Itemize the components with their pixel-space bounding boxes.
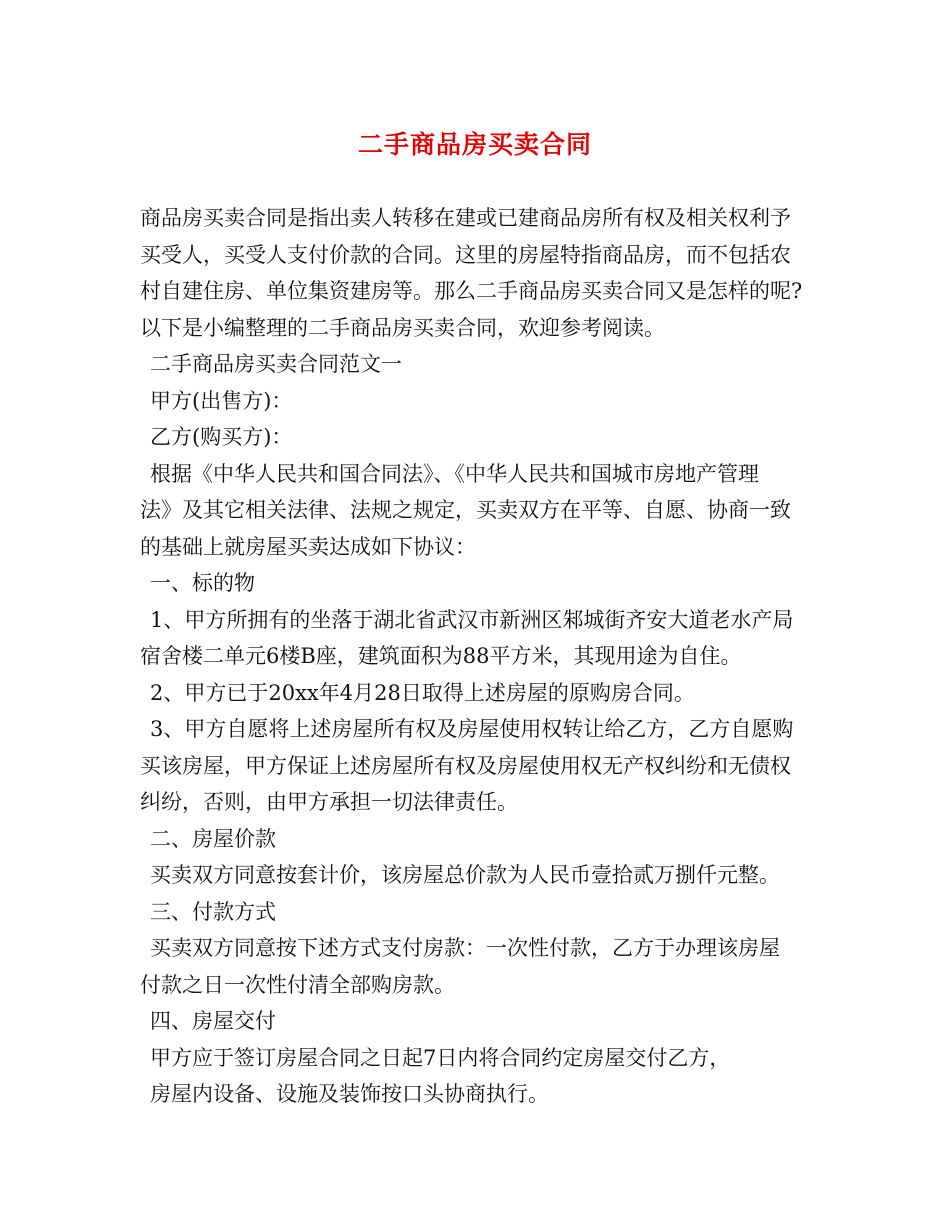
section-heading-payment: 三、付款方式 — [150, 899, 276, 924]
body-line-4: 以下是小编整理的二手商品房买卖合同，欢迎参考阅读。 — [140, 315, 665, 340]
clause-2-line-1: 2、甲方已于20xx年4月28日取得上述房屋的原购房合同。 — [150, 680, 695, 705]
document-title: 二手商品房买卖合同 — [357, 130, 592, 159]
body-line-3: 村自建住房、单位集资建房等。那么二手商品房买卖合同又是怎样的呢? — [140, 279, 803, 303]
clause-3-line-2: 买该房屋，甲方保证上述房屋所有权及房屋使用权无产权纠纷和无债权 — [140, 753, 791, 778]
section-heading-sample-one: 二手商品房买卖合同范文一 — [150, 352, 402, 376]
section-heading-price: 二、房屋价款 — [150, 826, 276, 851]
preamble-line-2: 法》及其它相关法律、法规之规定，买卖双方在平等、自愿、协商一致 — [140, 498, 791, 522]
payment-line-1: 买卖双方同意按下述方式支付房款：一次性付款，乙方于办理该房屋 — [150, 936, 780, 960]
clause-1-line-1: 1、甲方所拥有的坐落于湖北省武汉市新洲区邾城街齐安大道老水产局 — [150, 607, 794, 632]
section-heading-delivery: 四、房屋交付 — [150, 1009, 276, 1033]
body-line-2: 买受人，买受人支付价款的合同。这里的房屋特指商品房，而不包括农 — [140, 242, 791, 267]
preamble-line-1: 根据《中华人民共和国合同法》、《中华人民共和国城市房地产管理 — [150, 461, 759, 486]
clause-3-line-1: 3、甲方自愿将上述房屋所有权及房屋使用权转让给乙方，乙方自愿购 — [150, 717, 794, 741]
party-a-line: 甲方(出售方)： — [150, 388, 293, 413]
delivery-line-1: 甲方应于签订房屋合同之日起7日内将合同约定房屋交付乙方， — [150, 1045, 731, 1070]
clause-1-line-2: 宿舍楼二单元6楼B座，建筑面积为88平方米，其现用途为自住。 — [140, 644, 742, 668]
party-b-line: 乙方(购买方)： — [150, 425, 293, 449]
body-line-1: 商品房买卖合同是指出卖人转移在建或已建商品房所有权及相关权利予 — [140, 206, 791, 230]
preamble-line-3: 的基础上就房屋买卖达成如下协议： — [140, 534, 476, 559]
section-heading-subject: 一、标的物 — [150, 571, 255, 595]
clause-3-line-3: 纠纷，否则，由甲方承担一切法律责任。 — [140, 790, 518, 814]
price-line-1: 买卖双方同意按套计价，该房屋总价款为人民币壹拾贰万捌仟元整。 — [150, 863, 780, 887]
delivery-line-2: 房屋内设备、设施及装饰按口头协商执行。 — [150, 1082, 549, 1106]
document-body — [140, 200, 830, 1113]
payment-line-2: 付款之日一次性付清全部购房款。 — [140, 972, 455, 997]
